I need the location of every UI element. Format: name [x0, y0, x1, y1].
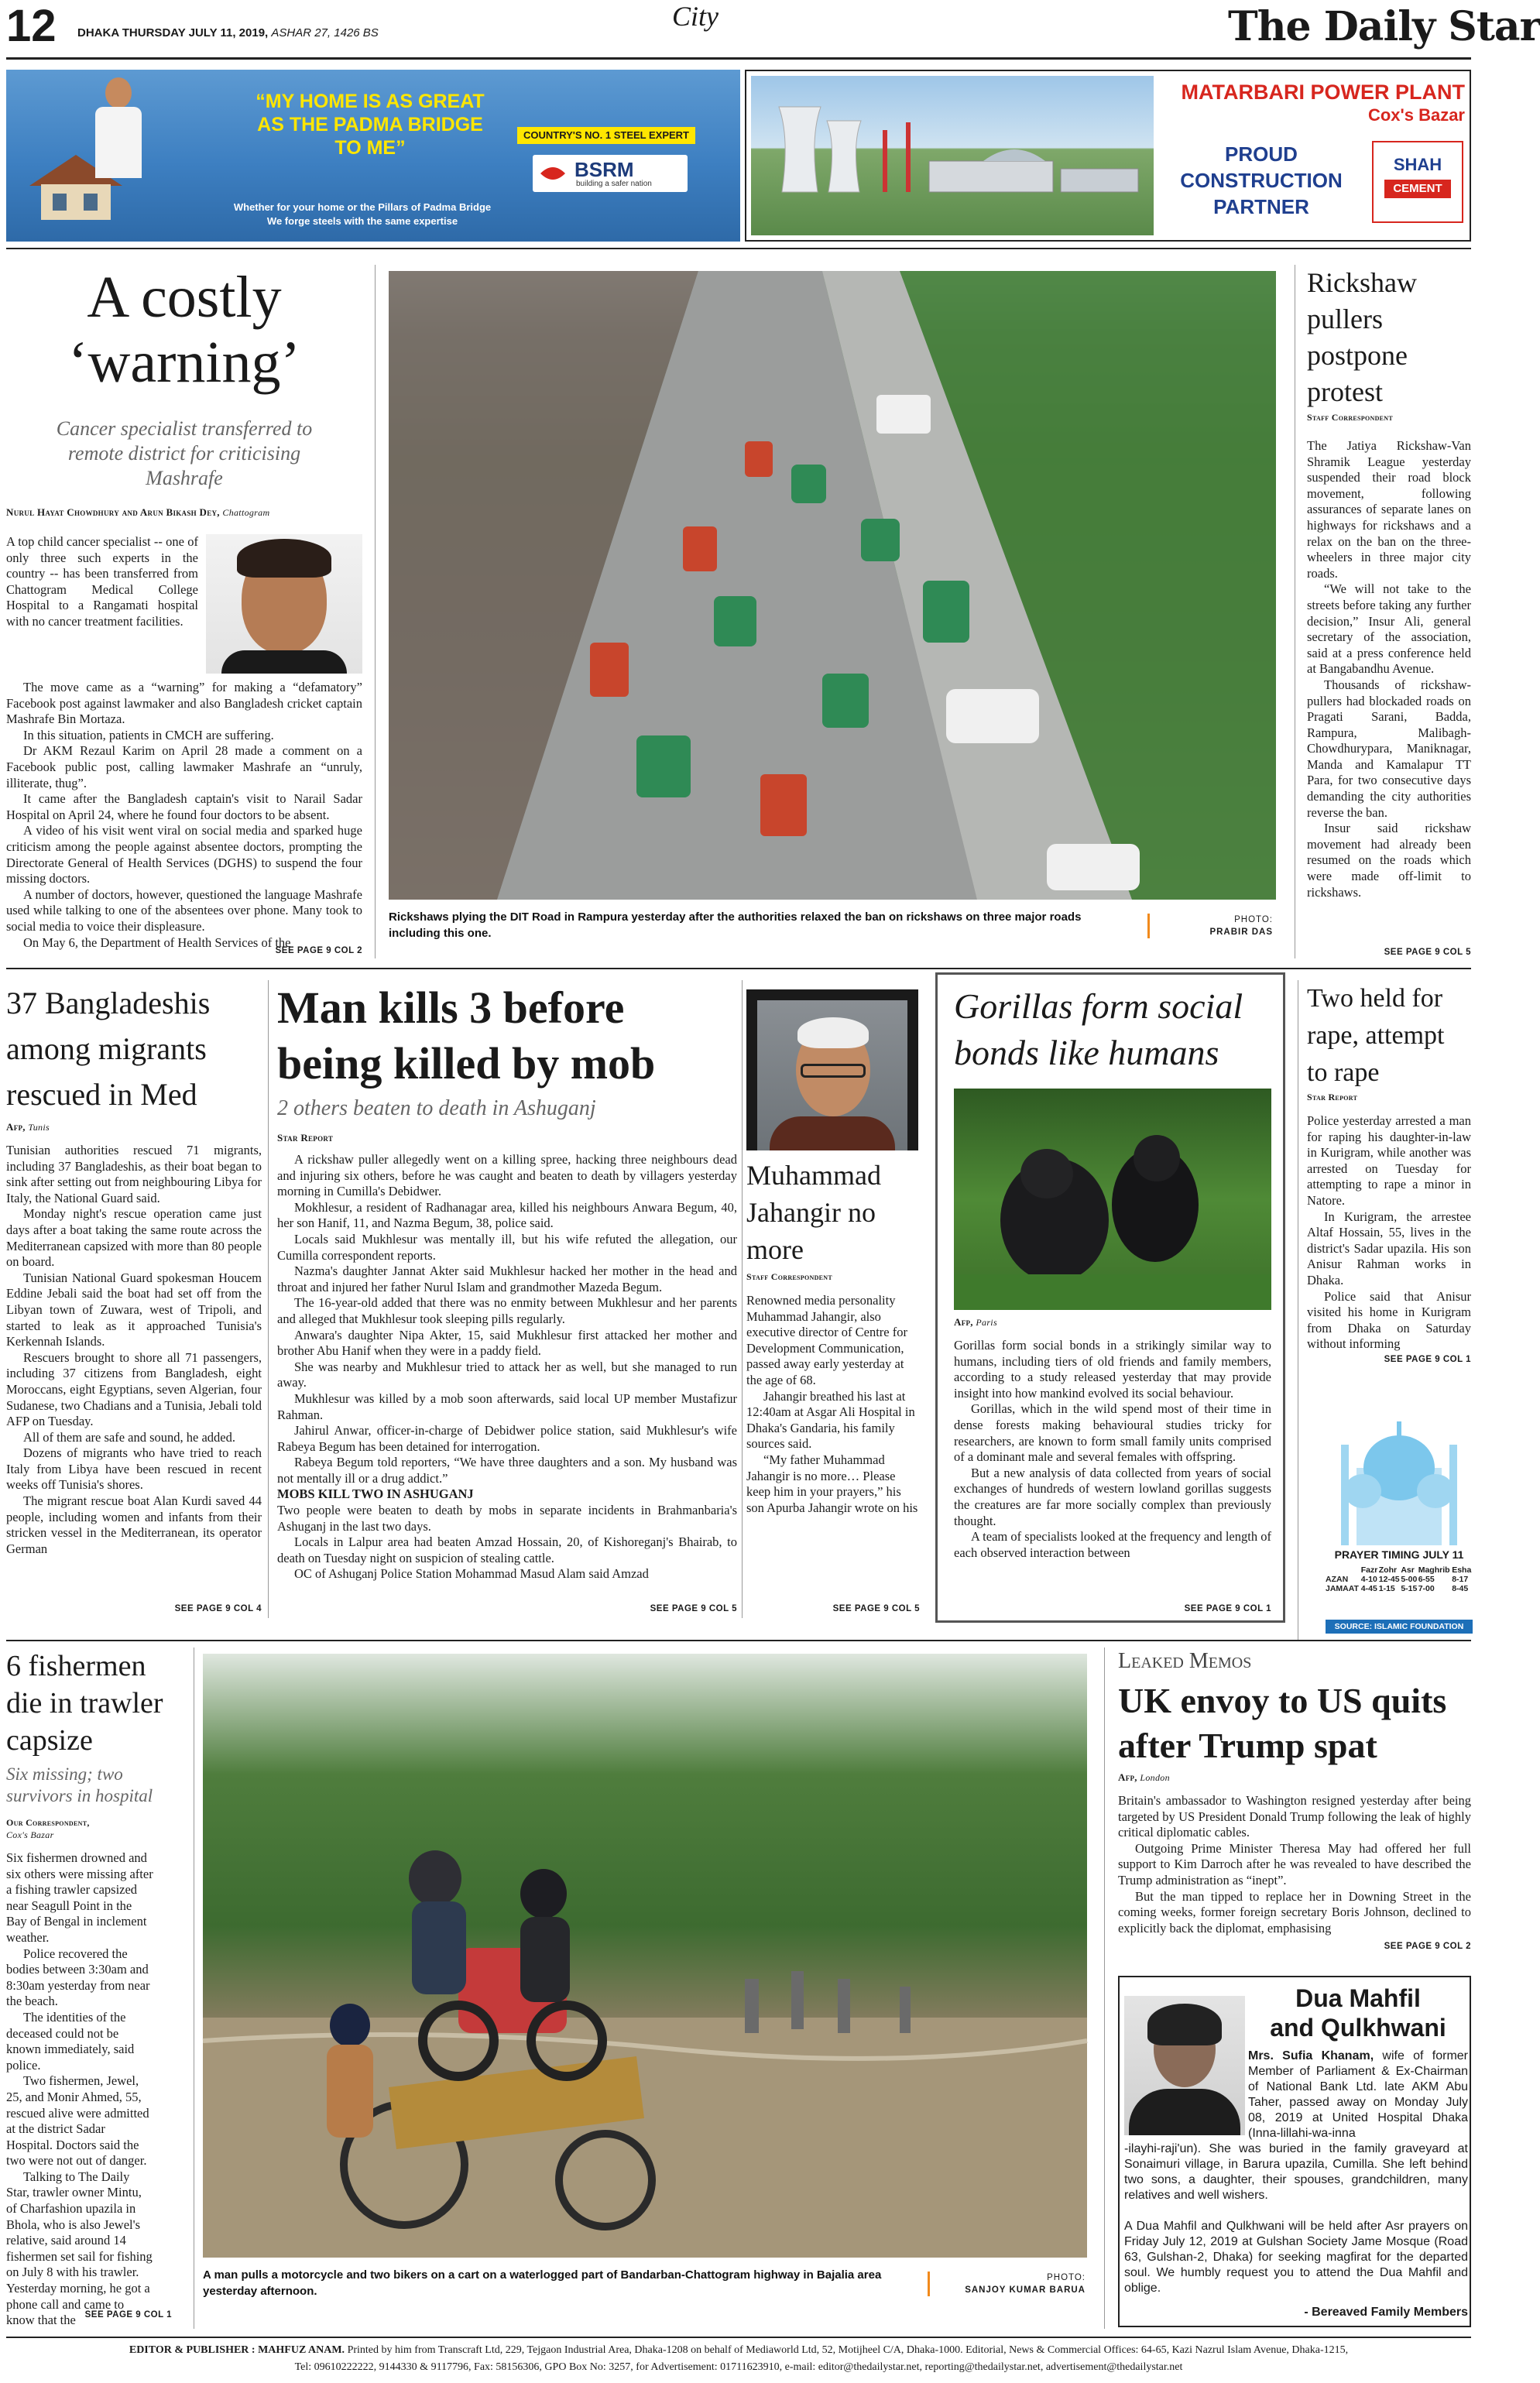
prayer-cell: 5-00: [1401, 1575, 1418, 1584]
para: But a new analysis of data collected from years of social exchanges of hundreds of western lowland gorillas suggests the creatures are far more socially complex than previously thought.: [954, 1465, 1271, 1528]
para: Locals said Mukhlesur was mentally ill, but his wife refuted the allegation, our Cumilla correspondent reports.: [277, 1231, 737, 1263]
para: “My father Muhammad Jahangir is no more… Please keep him in your prayers,” his son Apurba Jahangir wrote on his: [746, 1452, 918, 1515]
mosque-icon: [1333, 1414, 1465, 1545]
headline: 6 fishermen die in trawler capsize: [6, 1650, 163, 1757]
dateline: [77, 26, 379, 39]
flood-photo-credit: [934, 2272, 1086, 2296]
column-rule: [742, 980, 743, 1618]
dua-mahfil-notice: [1118, 1976, 1471, 2327]
byline-place: Paris: [976, 1317, 997, 1328]
credit-name: PRABIR DAS: [1209, 927, 1273, 937]
story-body: [1118, 1793, 1471, 1936]
jump-link[interactable]: SEE PAGE 9 COL 2: [1384, 1942, 1471, 1951]
jump-link[interactable]: SEE PAGE 9 COL 4: [174, 1604, 262, 1613]
byline: [6, 1816, 184, 1841]
para: The identities of the deceased could not be known immediately, said police.: [6, 2009, 135, 2073]
bsrm-logo: [533, 155, 688, 192]
byline: [1118, 1771, 1471, 1784]
footer-rule: [6, 2337, 1471, 2338]
prayer-cell: 8-17: [1452, 1575, 1469, 1584]
para: Police recovered the bodies between 3:30am and 8:30am yesterday from near the beach.: [6, 1946, 150, 2009]
bsrm-footer-1: Whether for your home or the Pillars of Padma Bridge: [233, 201, 492, 213]
section-name: City: [672, 1, 719, 32]
prayer-title: PRAYER TIMING JULY 11: [1334, 1548, 1464, 1561]
jump-link[interactable]: SEE PAGE 9 COL 5: [650, 1604, 737, 1613]
jump-link[interactable]: SEE PAGE 9 COL 5: [1384, 948, 1471, 957]
para: Police yesterday arrested a man for raping his daughter-in-law in Kurigram, while another was arrested on Tuesday for attempting to rape a minor in Natore.: [1307, 1113, 1471, 1208]
byline: [6, 1121, 262, 1133]
para: Talking to The Daily Star, trawler owner Mintu, of Charfashion upazila in Bhola, who is also Jewel's relative, said around 14 fishermen set sail for fishing on July 8 with his trawler. Yesterday morning, he got a phone call and came to know that the: [6, 2169, 153, 2328]
ad-bsrm[interactable]: [6, 70, 740, 242]
para: Mukhlesur was killed by a mob soon afterwards, said local UP member Mustafizur Rahman.: [277, 1390, 737, 1422]
para: Locals in Lalpur area had beaten Amzad Hossain, 20, of Kishoreganj's Bhairab, to death on Tuesday night on suspicion of stealing cattle.: [277, 1534, 737, 1565]
prayer-cell: 7-00: [1418, 1584, 1435, 1593]
byline-place: Cox's Bazar: [6, 1829, 54, 1840]
story-body: [6, 1143, 262, 1557]
para: Anwara's daughter Nipa Akter, 15, said Mukhlesur first attacked her mother and brother Abu Hanif when they were in a paddy field.: [277, 1327, 737, 1359]
shah-line-1: PROUD: [1225, 142, 1298, 166]
para: A number of doctors, however, questioned the language Mashrafe used while talking to one of the absentees over phone. Many took to social media to voice their displeasure.: [6, 886, 362, 934]
prayer-header: [1326, 1565, 1361, 1575]
para: Outgoing Prime Minister Theresa May had offered her full support to Kim Darroch after he was revealed to have described the Trump administration as “inept”.: [1118, 1840, 1471, 1888]
byline-place: London: [1140, 1772, 1170, 1783]
power-plant-image: [751, 76, 1154, 235]
para: The move came as a “warning” for making a “defamatory” Facebook post against lawmaker and also Bangladesh cricket captain Mashrafe Bin Mortaza.: [6, 680, 362, 727]
para: “We will not take to the streets before taking any further decision,” Insur Ali, general secretary of the association, said at a press conference held at Bangabandhu Avenue.: [1307, 581, 1471, 677]
caption-divider: [1147, 914, 1150, 938]
para: All of them are safe and sound, he added.: [23, 1429, 235, 1445]
imprint-text: Printed by him from Transcraft Ltd, 229, Tejgaon Industrial Area, Dhaka-1208 on behalf of Mediaworld Ltd, 52, Motijheel C/A, Dhaka-1000. Editorial, News & Commercial Offices: 64-65, Kazi Nazrul Islam Avenue, Dhaka-1215,: [347, 2344, 1349, 2356]
prayer-header-row: [1326, 1565, 1473, 1575]
masthead: [0, 0, 1540, 62]
para: Two people were beaten to death by mobs in separate incidents in Brahmanbaria's Ashuganj in the last two days.: [277, 1503, 737, 1534]
bsrm-brand: BSRM: [574, 158, 634, 181]
para: In this situation, patients in CMCH are suffering.: [23, 727, 274, 742]
intro: A top child cancer specialist -- one of only three such experts in the country -- has been transferred from Chattogram Medical College Hospital to a Rangamati hospital with no cancer treatment facilities.: [6, 534, 198, 629]
byline-agency: Afp,: [6, 1121, 26, 1133]
headline: A costly ‘warning’: [68, 265, 300, 395]
para: Dr AKM Rezaul Karim on April 28 made a comment on a Facebook public post, calling lawmaker Mashrafe an “unruly, illiterate, thug”.: [6, 743, 362, 790]
jump-link[interactable]: SEE PAGE 9 COL 2: [275, 946, 362, 955]
prayer-cell: 1-15: [1378, 1584, 1395, 1593]
prayer-source: SOURCE: ISLAMIC FOUNDATION: [1326, 1620, 1473, 1634]
prayer-header: Esha: [1452, 1565, 1472, 1575]
prayer-header: Zohr: [1378, 1565, 1398, 1575]
bsrm-tagline: building a safer nation: [576, 180, 652, 188]
para: Gorillas form social bonds in a strikingly similar way to humans, including tiers of old friends and family members, according to a study released yesterday that may provide insight into how mankind evolved its social behaviour.: [954, 1338, 1271, 1401]
para: Jahangir breathed his last at 12:40am at Asgar Ali Hospital in Dhaka's Gandaria, his family sources said.: [746, 1388, 915, 1452]
deceased-photo: [1124, 1996, 1245, 2135]
dateline-text: DHAKA THURSDAY JULY 11, 2019,: [77, 26, 269, 39]
story-body: [1307, 438, 1471, 900]
story-costly-warning[interactable]: [6, 265, 362, 960]
masthead-rule: [6, 57, 1471, 60]
headline: Man kills 3 before being killed by mob: [277, 982, 656, 1089]
newspaper-logo: The Daily Star: [1228, 3, 1540, 50]
para: She was nearby and Mukhlesur tried to attack her as well, but she managed to run away.: [277, 1359, 737, 1390]
para: Dozens of migrants who have tried to reach Italy from Libya have been rescued in recent weeks off Tunisia's shores.: [6, 1445, 262, 1493]
imprint-line-1: [6, 2344, 1471, 2357]
power-plant-illustration: [751, 76, 1154, 235]
notice-text: wife of former Member of Parliament & Ex-Chairman of National Bank Ltd. late AKM Abu Taher, passed away on Monday July 08, 2019 at United Hospital Dhaka (Inna-lillahi-wa-inna: [1248, 2049, 1468, 2140]
story-migrants[interactable]: [6, 980, 262, 1618]
byline: Star Report: [277, 1132, 334, 1143]
byline-name: Our Correspondent,: [6, 1817, 90, 1828]
para: Insur said rickshaw movement had already been resumed on the roads which were made off-limit to rickshaws.: [1307, 821, 1471, 900]
notice-event: A Dua Mahfil and Qulkhwani will be held after Asr prayers on Friday July 12, 2019 at Gulshan Society Jame Mosque (Road 63, Gulshan-2, Dhaka) for seeking magfirat for the departed soul. We humbly request you to attend the Dua Mahfil and oblige.: [1124, 2220, 1468, 2295]
shah-title: MATARBARI POWER PLANT: [1181, 81, 1465, 104]
jump-link[interactable]: SEE PAGE 9 COL 5: [832, 1604, 920, 1613]
subhead: MOBS KILL TWO IN ASHUGANJ: [277, 1486, 474, 1502]
bsrm-slogan: “MY HOME IS AS GREAT AS THE PADMA BRIDGE TO ME”: [256, 91, 485, 159]
prayer-cell: AZAN: [1326, 1575, 1349, 1584]
prayer-cell: 4-10: [1360, 1575, 1377, 1584]
story-fishermen[interactable]: [6, 1648, 184, 2327]
shah-brand-2: CEMENT: [1384, 180, 1451, 198]
notice-text-full: -ilayhi-raji'un). She was buried in the family graveyard at Sonaimuri village, in Barura upazila, Cumilla. She left behind two sons, a daughter, their spouses, grandchildren, many relatives and well wishers.: [1124, 2142, 1468, 2202]
prayer-cell: 6-55: [1418, 1575, 1435, 1584]
para: Gorillas, which in the wild spend most of their time in dense forests making behavioural studies tricky for researchers, are known to form small family units comprised of a dominant male and several females with offspring.: [954, 1401, 1271, 1465]
jump-link[interactable]: SEE PAGE 9 COL 1: [1184, 1604, 1271, 1613]
caption-divider: [928, 2272, 930, 2296]
story-body: [1307, 1113, 1471, 1353]
para: Monday night's rescue operation came just days after a boat taking the same route across the Mediterranean capsized with more than 80 people on board.: [6, 1206, 262, 1270]
para: The Jatiya Rickshaw-Van Shramik League yesterday suspended their road block movement, following assurances of separate lanes on highways for rickshaws and a relax on the ban on the three-wheelers in three major city roads.: [1307, 438, 1471, 581]
para: Six fishermen drowned and six others were missing after a fishing trawler capsized near Seagull Point in the Bay of Bengal in inclement weather.: [6, 1850, 153, 1945]
para: But the man tipped to replace her in Downing Street in the coming weeks, former foreign secretary Boris Johnson, declined to explicitly back the diplomat, emphasising: [1118, 1888, 1471, 1936]
para: Police said that Anisur visited his home in Kurigram from Dhaka on Saturday without informing: [1307, 1288, 1471, 1352]
deck: Six missing; two survivors in hospital: [6, 1764, 153, 1805]
para: It came after the Bangladesh captain's visit to Narail Sadar Hospital on April 24, where he found four doctors to be absent.: [6, 791, 362, 822]
gorillas-box-frame: [935, 972, 1285, 1623]
flood-photo: [203, 1654, 1087, 2258]
shah-line-3: PARTNER: [1213, 195, 1309, 218]
flood-photo-caption: A man pulls a motorcycle and two bikers on a cart on a waterlogged part of Bandarban-Chattogram highway in Bajalia area yesterday afternoon.: [203, 2268, 882, 2298]
ad-shah-cement[interactable]: [745, 70, 1471, 242]
story-uk-envoy[interactable]: [1118, 1648, 1471, 1957]
prayer-jamaat-row: [1326, 1584, 1473, 1593]
credit-name: SANJOY KUMAR BARUA: [965, 2285, 1086, 2295]
bsrm-badge: COUNTRY'S NO. 1 STEEL EXPERT: [517, 127, 695, 144]
byline-place: Chattogram: [222, 507, 270, 518]
prayer-cell: 12-45: [1378, 1575, 1400, 1584]
prayer-timing-box: [1326, 1414, 1473, 1638]
imprint-line-2: Tel: 09610222222, 9144330 & 9117796, Fax: 58156306, GPO Box No: 3257, for Advertisement: 01711623910, e-mail: editor@thedailystar.net, reporting@thedailystar.net, advertisement@thedailystar.net: [294, 2361, 1183, 2373]
byline: Staff Correspondent: [746, 1271, 833, 1282]
headline: Two held for rape, attempt to rape: [1307, 984, 1445, 1087]
rickshaw-photo: [389, 271, 1276, 900]
kicker: Leaked Memos: [1118, 1649, 1252, 1673]
credit-label: PHOTO:: [1234, 915, 1273, 924]
byline-place: Tunis: [28, 1122, 50, 1133]
prayer-header: Asr: [1401, 1565, 1415, 1575]
bsrm-mark-icon: [539, 161, 567, 186]
prayer-azan-row: [1326, 1575, 1473, 1584]
flood-scene-illustration: [203, 1654, 1087, 2258]
para: The migrant rescue boat Alan Kurdi saved 44 people, including women and infants from their stricken vessel in the Mediterranean, its operator German: [6, 1493, 262, 1556]
prayer-header: Maghrib: [1418, 1565, 1450, 1575]
page-number: 12: [6, 1, 57, 51]
jahangir-photo: [746, 989, 918, 1150]
credit-label: PHOTO:: [1047, 2273, 1086, 2282]
shah-subtitle: Cox's Bazar: [1367, 105, 1465, 125]
mashrafe-photo: [206, 534, 362, 674]
notice-title-2: and Qulkhwani: [1270, 2014, 1446, 2042]
story-body: [6, 1850, 153, 2329]
prayer-cell: JAMAAT: [1326, 1584, 1359, 1593]
para: Nazma's daughter Jannat Akter said Mukhlesur hacked her mother in the head and throat and injured her father Nurul Islam and grandmother Mazeda Begum.: [277, 1264, 737, 1294]
prayer-cell: 5-15: [1401, 1584, 1418, 1593]
deceased-name: Mrs. Sufia Khanam,: [1248, 2049, 1374, 2062]
prayer-header: Fazr: [1360, 1565, 1378, 1575]
story-two-held[interactable]: [1307, 980, 1471, 1383]
headline: Muhammad Jahangir no more: [746, 1160, 881, 1265]
para: A rickshaw puller allegedly went on a killing spree, hacking three neighbours dead and injuring six others, before he was caught and beaten to death by villagers yesterday morning in Cumilla's Debidwer.: [277, 1152, 737, 1199]
imprint-editor: EDITOR & PUBLISHER : MAHFUZ ANAM.: [129, 2344, 345, 2356]
byline: Star Report: [1307, 1092, 1358, 1102]
main-photo-caption: Rickshaws plying the DIT Road in Rampura yesterday after the authorities relaxed the ban on rickshaws on three major roads including this one.: [389, 910, 1082, 940]
deck: Cancer specialist transferred to remote district for criticising Mashrafe: [56, 417, 313, 489]
deck: 2 others beaten to death in Ashuganj: [277, 1096, 596, 1120]
notice-title-1: Dua Mahfil: [1295, 1984, 1421, 2012]
jump-link[interactable]: SEE PAGE 9 COL 1: [1384, 1355, 1471, 1364]
para: On May 6, the Department of Health Services of the: [23, 934, 291, 950]
para: Thousands of rickshaw-pullers had blockaded roads on Pragati Sarani, Badda, Rampura, Malibagh-Chowdhurypara, Maniknagar, Manda and Kamalapur TT Para, for two consecutive days demanding the city authorities reverse the ban.: [1307, 677, 1471, 820]
man-figure: [91, 77, 146, 178]
story-body: [6, 680, 362, 951]
para: Britain's ambassador to Washington resigned yesterday after being targeted by US President Donald Trump following the leak of highly critical diplomatic cables.: [1118, 1793, 1471, 1840]
para: In Kurigram, the arrestee Altaf Hossain, 55, lives in the district's Sadar upazila. His son Anisur Rahman works in Dhaka.: [1307, 1209, 1471, 1288]
para: A team of specialists looked at the frequency and length of each observed interaction between: [954, 1529, 1271, 1560]
section-rule: [6, 968, 1471, 969]
para: The 16-year-old added that there was no enmity between Mukhlesur and her parents and alleged that Mukhlesur took sleeping pills regularly.: [277, 1295, 737, 1326]
para: Two fishermen, Jewel, 25, and Monir Ahmed, 55, rescued alive were admitted at the district Sadar Hospital. Doctors said the two were not out of danger.: [6, 2073, 149, 2169]
notice-signoff: - Bereaved Family Members: [1304, 2306, 1468, 2319]
para: Rescuers brought to shore all 71 passengers, including 37 citizens from Bangladesh, eight Moroccans, eight Egyptians, seven Algerian, four Sudanese, two Chadians and a Tunisia, Jebali told AFP on Tuesday.: [6, 1349, 262, 1429]
byline: [6, 506, 362, 519]
jump-link[interactable]: SEE PAGE 9 COL 1: [84, 2310, 172, 2320]
headline: UK envoy to US quits after Trump spat: [1118, 1681, 1447, 1765]
para: Rabeya Begum told reporters, “We have three daughters and a son. My husband was not mentally ill or a drug addict.”: [277, 1455, 737, 1486]
shah-brand: SHAH: [1393, 155, 1442, 174]
ad-rule: [6, 248, 1471, 249]
story-man-kills[interactable]: [277, 980, 737, 1618]
byline-agency: Afp,: [1118, 1771, 1137, 1783]
headline: Gorillas form social bonds like humans: [954, 986, 1243, 1072]
byline-agency: Afp,: [954, 1316, 973, 1328]
story-rickshaw[interactable]: [1307, 265, 1471, 962]
prayer-cell: 8-45: [1452, 1584, 1469, 1593]
section-rule: [6, 1640, 1471, 1641]
headline: Rickshaw pullers postpone protest: [1307, 267, 1417, 407]
story-body: [746, 1293, 920, 1516]
prayer-cell: 4-45: [1360, 1584, 1377, 1593]
para: OC of Ashuganj Police Station Mohammad Masud Alam said Amzad: [294, 1566, 649, 1582]
street-scene-illustration: [389, 271, 1276, 900]
para: Jahirul Anwar, officer-in-charge of Debidwer police station, said Mukhlesur's wife Rabeya Begum has been detained for interrogation.: [277, 1423, 737, 1454]
notice-text-right: [1248, 2049, 1468, 2141]
story-body: [277, 1152, 737, 1582]
byline: Staff Correspondent: [1307, 412, 1394, 423]
column-rule: [1104, 1648, 1105, 2329]
main-photo-credit: [1154, 914, 1273, 938]
bsrm-footer-2: We forge steels with the same expertise: [266, 215, 458, 227]
para: Tunisian National Guard spokesman Houcem Eddine Jebali said the boat had set off from the Libyan town of Zuwara, west of Tripoli, and started to leak as it approached Tunisia's Kerkennah Islands.: [6, 1270, 262, 1349]
headline: 37 Bangladeshis among migrants rescued in Med: [6, 986, 211, 1112]
para: A video of his visit went viral on social media and sparked huge criticism among the people against absentee doctors, prompting the Directorate General of Health Services (DGHS) to suspend the four missing doctors.: [6, 823, 362, 886]
prayer-table: [1326, 1565, 1473, 1593]
column-rule: [375, 265, 376, 958]
byline-names: Nurul Hayat Chowdhury and Arun Bikash Dey,: [6, 506, 220, 518]
shah-line-2: CONSTRUCTION: [1180, 169, 1343, 192]
story-jahangir[interactable]: [746, 980, 920, 1618]
para: Mokhlesur, a resident of Radhanagar area, killed his neighbours Anwara Begum, 40, her son Hanif, 11, and Nazma Begum, 38, police said.: [277, 1199, 737, 1231]
shah-logo: [1372, 141, 1463, 223]
dateline-bangla: ASHAR 27, 1426 BS: [271, 26, 379, 39]
para: Renowned media personality Muhammad Jahangir, also executive director of Centre for Development Communication, passed away early yesterday at the age of 68.: [746, 1293, 907, 1387]
para: Tunisian authorities rescued 71 migrants, including 37 Bangladeshis, as their boat began to sink after setting out from neighbouring Libya for Italy, the National Guard said.: [6, 1143, 262, 1205]
column-rule: [268, 980, 269, 1618]
